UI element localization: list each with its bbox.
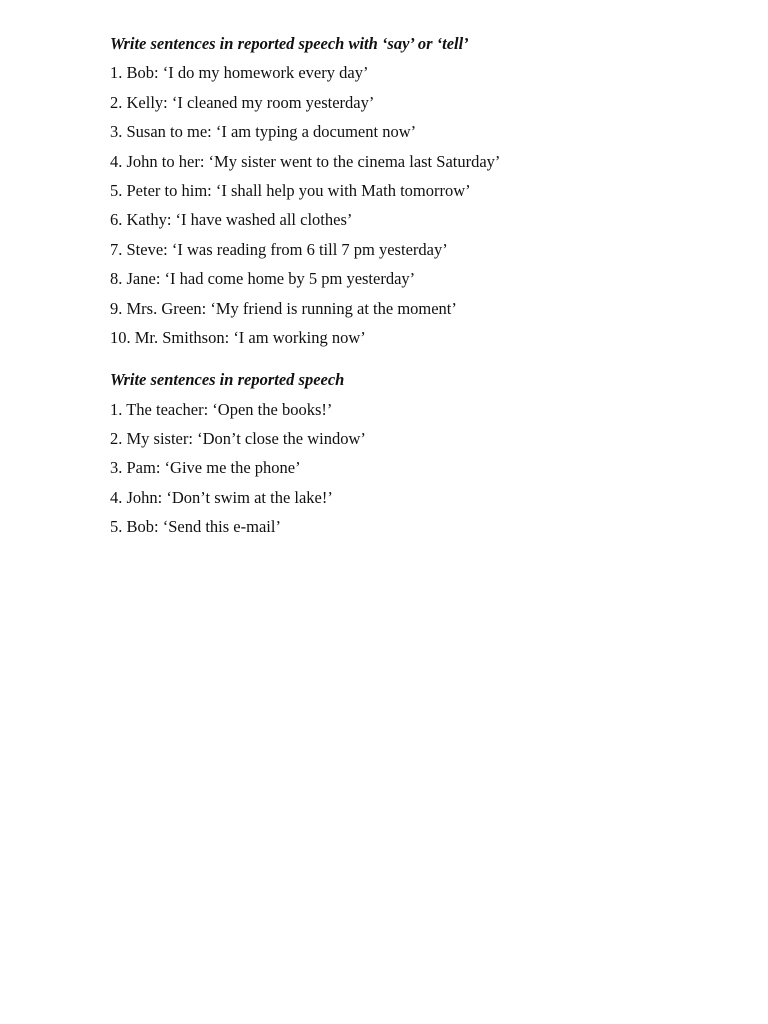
exercise-list <box>110 399 730 539</box>
exercise-item: 5. Bob: ‘Send this e-mail’ <box>110 517 281 537</box>
exercise-item: 5. Peter to him: ‘I shall help you with Math tomorrow’ <box>110 180 471 200</box>
exercise-say-tell <box>110 33 730 349</box>
exercise-item: 1. The teacher: ‘Open the books!’ <box>110 399 333 419</box>
section-heading: Write sentences in reported speech with ‘say’ or ‘tell’ <box>110 34 469 53</box>
worksheet-page <box>110 33 730 546</box>
exercise-item: 2. Kelly: ‘I cleaned my room yesterday’ <box>110 92 375 112</box>
exercise-item: 8. Jane: ‘I had come home by 5 pm yesterday’ <box>110 269 416 289</box>
exercise-list <box>110 62 730 349</box>
exercise-item: 6. Kathy: ‘I have washed all clothes’ <box>110 210 353 230</box>
section-heading: Write sentences in reported speech <box>110 370 345 390</box>
section-spacer <box>110 356 730 369</box>
exercise-item: 9. Mrs. Green: ‘My friend is running at the moment’ <box>110 298 457 318</box>
exercise-item: 3. Pam: ‘Give me the phone’ <box>110 458 301 478</box>
exercise-imperatives <box>110 369 730 538</box>
exercise-item: 4. John to her: ‘My sister went to the cinema last Saturday’ <box>110 151 501 171</box>
exercise-item: 10. Mr. Smithson: ‘I am working now’ <box>110 327 366 347</box>
exercise-item: 3. Susan to me: ‘I am typing a document now’ <box>110 122 417 142</box>
exercise-item: 4. John: ‘Don’t swim at the lake!’ <box>110 487 333 507</box>
exercise-item: 7. Steve: ‘I was reading from 6 till 7 pm yesterday’ <box>110 239 448 259</box>
exercise-item: 1. Bob: ‘I do my homework every day’ <box>110 63 369 83</box>
exercise-item: 2. My sister: ‘Don’t close the window’ <box>110 429 366 449</box>
